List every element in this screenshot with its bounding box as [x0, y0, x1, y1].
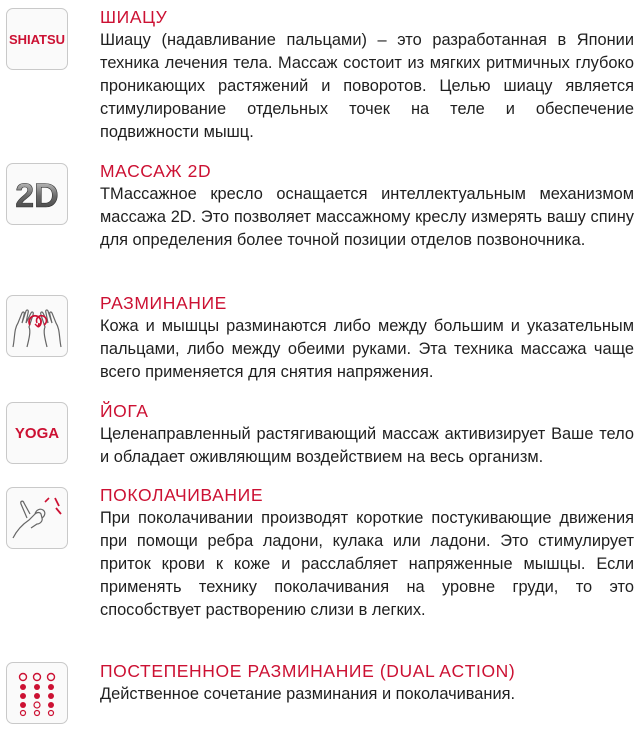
- shiatsu-icon: [6, 8, 68, 70]
- technique-description: ТМассажное кресло оснащается интеллектуальным механизмом массажа 2D. Это позволяет массажному креслу измерять вашу спину для определения более точной позиции отделов позвоночника.: [100, 185, 634, 249]
- tapping-fist-glyph: [9, 494, 65, 542]
- kneading-hands-icon: [6, 295, 68, 357]
- technique-title: ШИАЦУ: [100, 7, 168, 27]
- dual-action-icon: [6, 662, 68, 724]
- massage-2d-glyph: [12, 174, 62, 214]
- tapping-fist-icon: [6, 487, 68, 549]
- technique-description: Целенаправленный растягивающий массаж активизирует Ваше тело и обладает оживляющим воздействием на весь организм.: [100, 425, 634, 466]
- massage-2d-icon: [6, 163, 68, 225]
- technique-title: РАЗМИНАНИЕ: [100, 293, 227, 313]
- yoga-icon-label: YOGA: [14, 424, 60, 442]
- technique-title: ПОСТЕПЕННОЕ РАЗМИНАНИЕ (DUAL ACTION): [100, 661, 516, 681]
- technique-description: При поколачивании производят короткие постукивающие движения при помощи ребра ладони, кулака или ладони. Это стимулирует приток крови к коже и расслабляет напряженные мышцы. Если применять технику поколачивания на уровне груди, то это способствует растворению слизи в легких.: [100, 509, 634, 619]
- technique-title: МАССАЖ 2D: [100, 161, 212, 181]
- technique-description: Действенное сочетание разминания и поколачивания.: [100, 685, 516, 703]
- massage-2d-icon-label: 2D: [15, 177, 59, 214]
- kneading-hands-glyph: [9, 303, 65, 349]
- yoga-icon: [6, 402, 68, 464]
- technique-title: ЙОГА: [100, 401, 149, 421]
- shiatsu-icon-label: SHIATSU: [8, 31, 66, 47]
- technique-description: Кожа и мышцы разминаются либо между большим и указательным пальцами, либо между обеими руками. Эта техника массажа чаще всего применяется для снятия напряжения.: [100, 317, 634, 381]
- technique-description: Шиацу (надавливание пальцами) – это разработанная в Японии техника лечения тела. Массаж состоит из мягких ритмичных глубоко проникающих растяжений и поворотов. Целью шиацу является стимулирование отдельных точек на теле и обеспечение подвижности мышц.: [100, 31, 634, 141]
- dual-action-glyph: [13, 669, 61, 717]
- technique-title: ПОКОЛАЧИВАНИЕ: [100, 485, 264, 505]
